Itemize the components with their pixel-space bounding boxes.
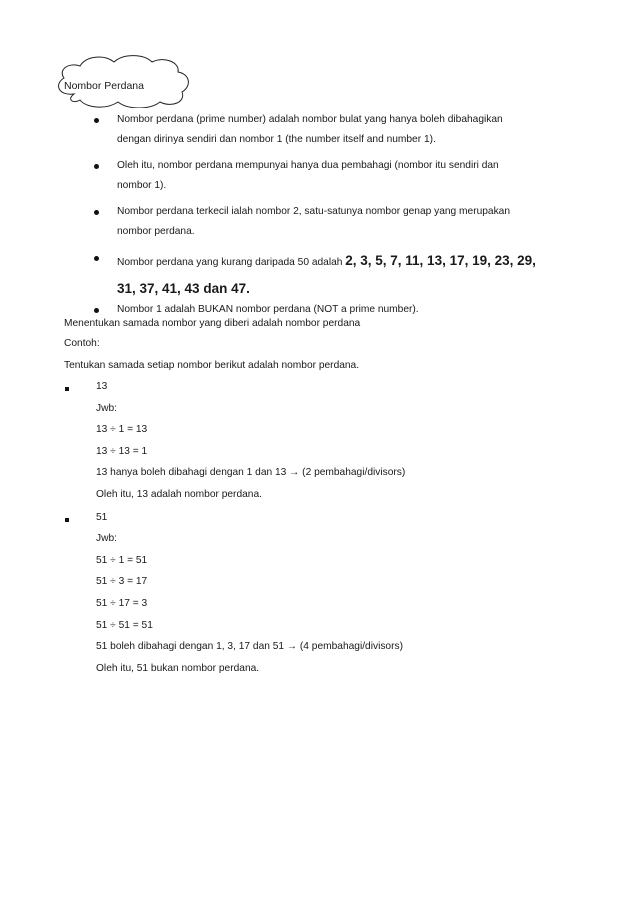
title-cloud bbox=[52, 54, 192, 108]
bullet-text: Nombor perdana terkecil ialah nombor 2, satu-satunya nombor genap yang merupakan bbox=[117, 206, 511, 217]
example-line: 51 ÷ 51 = 51 bbox=[96, 620, 153, 631]
bullet-item bbox=[94, 202, 564, 248]
example-line: Jwb: bbox=[96, 403, 117, 414]
bullet-text: Nombor 1 adalah BUKAN nombor perdana (NOT a prime number). bbox=[117, 304, 419, 315]
bullet-text: nombor 1). bbox=[117, 180, 167, 191]
example-line: 51 ÷ 17 = 3 bbox=[96, 598, 148, 609]
example-conclusion: Oleh itu, 51 bukan nombor perdana. bbox=[96, 663, 260, 674]
square-bullet-icon bbox=[65, 387, 69, 391]
prime-list: 2, 3, 5, 7, 11, 13, 17, 19, 23, 29, bbox=[345, 253, 536, 268]
cloud-title: Nombor Perdana bbox=[64, 80, 144, 92]
bullet-dot bbox=[94, 256, 99, 261]
instruction: Tentukan samada setiap nombor berikut adalah nombor perdana. bbox=[64, 360, 360, 371]
example-line: 51 ÷ 1 = 51 bbox=[96, 555, 148, 566]
bullet-dot bbox=[94, 118, 99, 123]
example-number: 13 bbox=[96, 381, 108, 392]
example-line: 13 ÷ 1 = 13 bbox=[96, 424, 148, 435]
bullet-text: nombor perdana. bbox=[117, 226, 195, 237]
example-line: Jwb: bbox=[96, 533, 117, 544]
bullet-item bbox=[94, 110, 564, 156]
bullet-dot bbox=[94, 210, 99, 215]
bullet-dot bbox=[94, 308, 99, 313]
bullet-item bbox=[94, 300, 564, 320]
example-line: 13 ÷ 13 = 1 bbox=[96, 446, 148, 457]
example-line: 51 ÷ 3 = 17 bbox=[96, 576, 148, 587]
example-conclusion: Oleh itu, 13 adalah nombor perdana. bbox=[96, 489, 262, 500]
example-line: 51 boleh dibahagi dengan 1, 3, 17 dan 51 → (4 pembahagi/divisors) bbox=[96, 641, 403, 652]
bullet-text: dengan dirinya sendiri dan nombor 1 (the number itself and number 1). bbox=[117, 134, 436, 145]
contoh-label: Contoh: bbox=[64, 338, 100, 349]
bullet-item bbox=[94, 248, 564, 298]
bullet-list bbox=[94, 110, 564, 320]
prime-list: 31, 37, 41, 43 dan 47. bbox=[117, 281, 250, 296]
example-number: 51 bbox=[96, 512, 108, 523]
bullet-dot bbox=[94, 164, 99, 169]
example-line: 13 hanya boleh dibahagi dengan 1 dan 13 → (2 pembahagi/divisors) bbox=[96, 467, 406, 478]
bullet-text: Oleh itu, nombor perdana mempunyai hanya dua pembahagi (nombor itu sendiri dan bbox=[117, 160, 499, 171]
bullet-item bbox=[94, 156, 564, 202]
section-heading: Menentukan samada nombor yang diberi adalah nombor perdana bbox=[64, 318, 361, 329]
square-bullet-icon bbox=[65, 518, 69, 522]
bullet-text: Nombor perdana (prime number) adalah nombor bulat yang hanya boleh dibahagikan bbox=[117, 114, 503, 125]
bullet-text: Nombor perdana yang kurang daripada 50 adalah bbox=[117, 257, 346, 268]
